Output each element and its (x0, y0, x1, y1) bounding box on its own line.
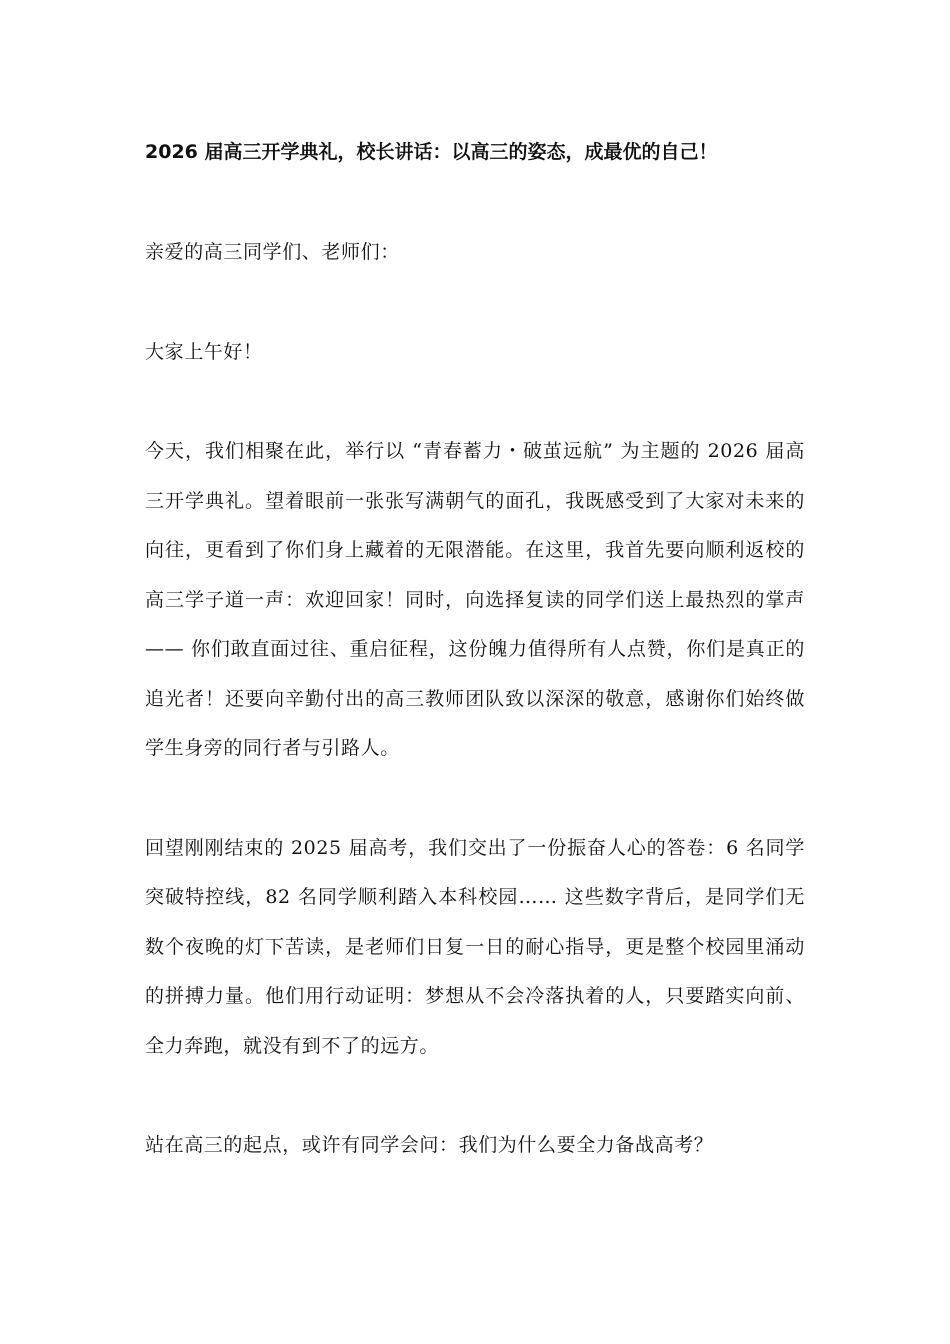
salutation: 亲爱的高三同学们、老师们： (145, 241, 400, 263)
greeting: 大家上午好！ (145, 340, 263, 363)
document-body (145, 128, 805, 1171)
paragraph-question: 站在高三的起点，或许有同学会问：我们为什么要全力备战高考？ (145, 1134, 714, 1156)
document-title: 2026 届高三开学典礼，校长讲话：以高三的姿态，成最优的自己！ (145, 141, 718, 163)
spacer (145, 278, 805, 328)
paragraph-review: 回望刚刚结束的 2025 届高考，我们交出了一份振奋人心的答卷：6 名同学突破特控线，82 名同学顺利踏入本科校园…… 这些数字背后，是同学们无数个夜晚的灯下苦读，是老师们日复一日的耐心指导，更是整个校园里涌动的拼搏力量。他们用行动证明：梦想从不会冷落执着的人，只要踏实向前、全力奔跑，就没有到不了的远方。 (145, 836, 805, 1057)
spacer (145, 377, 805, 427)
paragraph-opening: 今天，我们相聚在此，举行以 “青春蓄力・破茧远航” 为主题的 2026 届高三开学典礼。望着眼前一张张写满朝气的面孔，我既感受到了大家对未来的向往，更看到了你们身上藏着的无限潜能。在这里，我首先要向顺利返校的高三学子道一声：欢迎回家！同时，向选择复读的同学们送上最热烈的掌声 —— 你们敢直面过往、重启征程，这份魄力值得所有人点赞，你们是真正的追光者！还要向辛勤付出的高三教师团队致以深深的敬意，感谢你们始终做学生身旁的同行者与引路人。 (145, 440, 805, 759)
spacer (145, 774, 805, 824)
spacer (145, 1071, 805, 1121)
spacer (145, 176, 805, 228)
